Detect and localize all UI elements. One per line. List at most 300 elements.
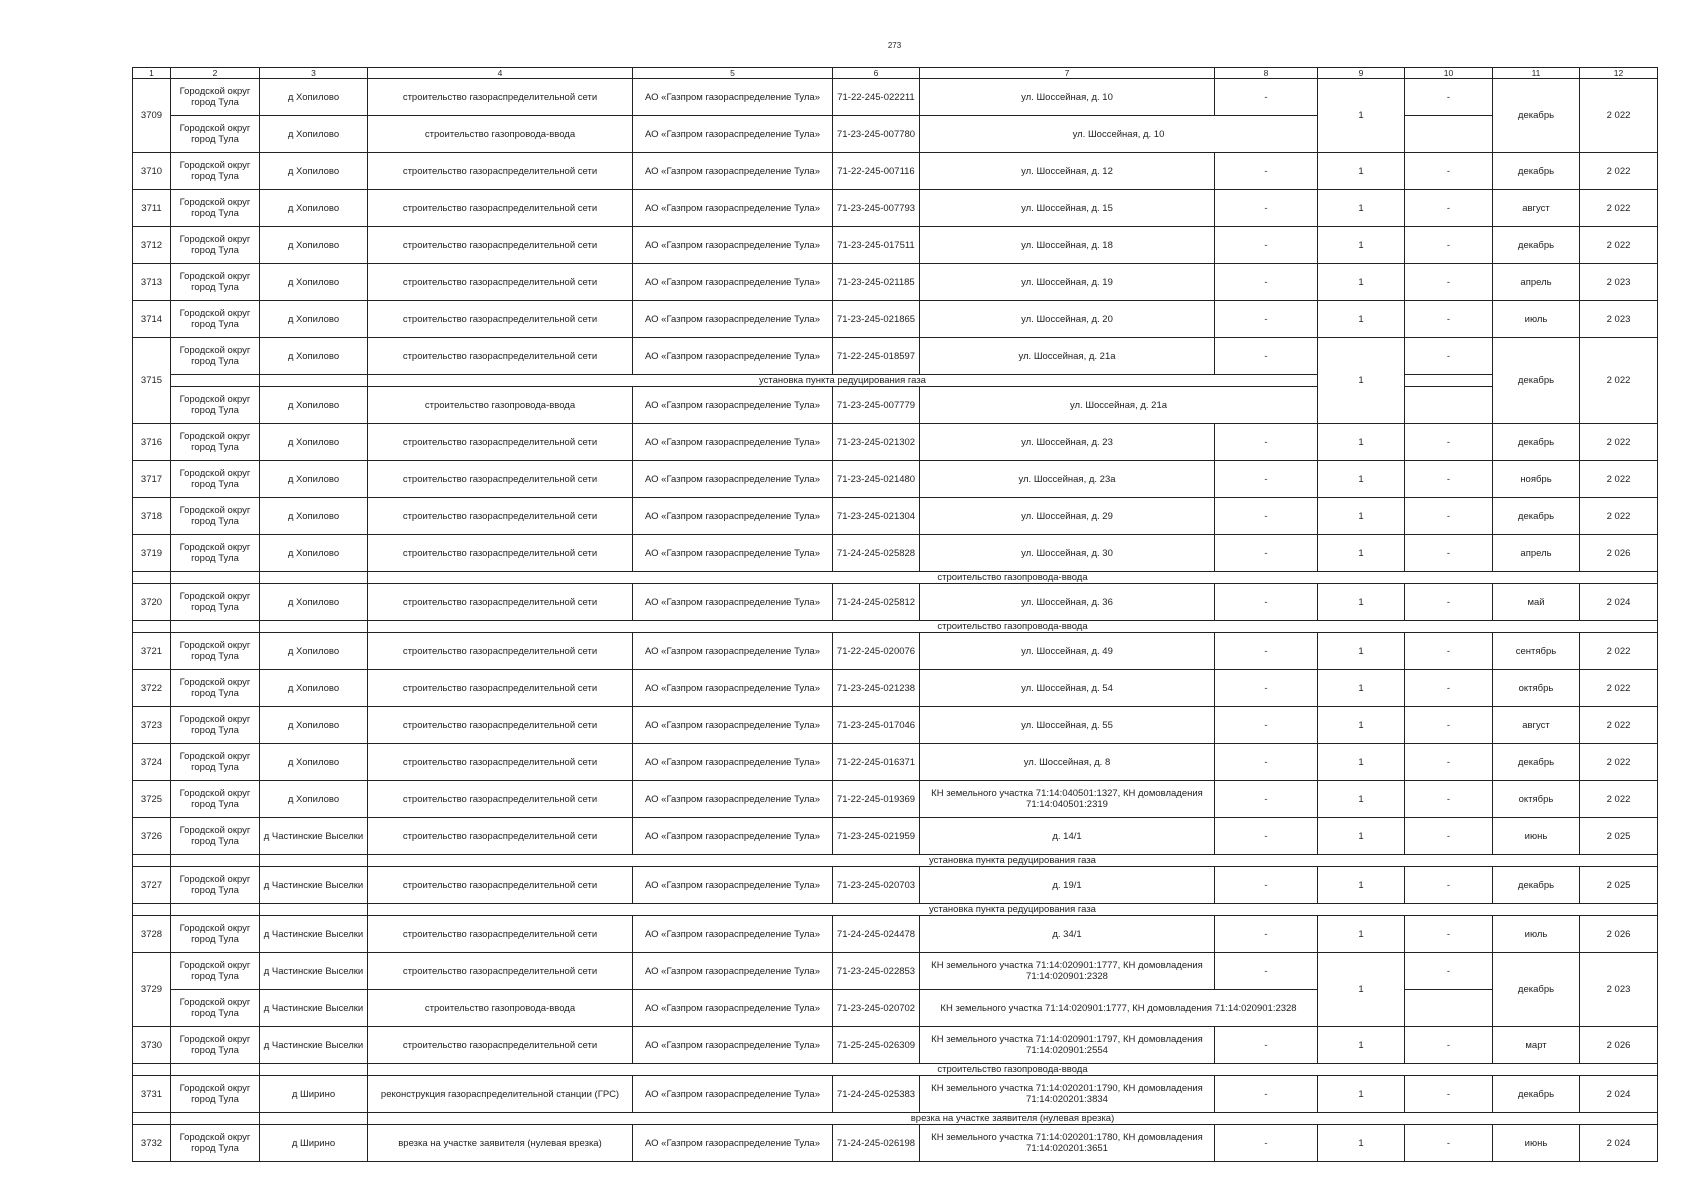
column-8-cell: - — [1215, 818, 1318, 855]
record-number-cell: 3731 — [133, 1076, 171, 1113]
settlement-cell: д Хопилово — [260, 707, 368, 744]
month-cell: май — [1493, 584, 1580, 621]
municipality-cell: Городской округ город Тула — [171, 707, 260, 744]
month-cell: октябрь — [1493, 670, 1580, 707]
empty-cell — [260, 1113, 368, 1125]
table-row — [133, 79, 1658, 116]
month-cell: сентябрь — [1493, 633, 1580, 670]
settlement-cell: д Хопилово — [260, 79, 368, 116]
work-type-cell: строительство газораспределительной сети — [368, 781, 633, 818]
year-cell: 2 022 — [1580, 461, 1658, 498]
empty-cell — [260, 375, 368, 387]
address-cell: ул. Шоссейная, д. 10 — [920, 79, 1215, 116]
municipality-cell: Городской округ город Тула — [171, 190, 260, 227]
column-10-cell: - — [1405, 461, 1493, 498]
request-code-cell: 71-25-245-026309 — [833, 1027, 920, 1064]
record-number-cell: 3714 — [133, 301, 171, 338]
column-10-cell: - — [1405, 227, 1493, 264]
work-type-cell: строительство газораспределительной сети — [368, 1027, 633, 1064]
column-10-cell: - — [1405, 535, 1493, 572]
municipality-cell: Городской округ город Тула — [171, 818, 260, 855]
table-row — [133, 953, 1658, 990]
column-10-cell: - — [1405, 818, 1493, 855]
table-row — [133, 498, 1658, 535]
municipality-cell: Городской округ город Тула — [171, 227, 260, 264]
year-cell: 2 022 — [1580, 424, 1658, 461]
year-cell: 2 025 — [1580, 867, 1658, 904]
table-row — [133, 116, 1658, 153]
note-row — [133, 572, 1658, 584]
address-cell: ул. Шоссейная, д. 23 — [920, 424, 1215, 461]
municipality-cell: Городской округ город Тула — [171, 633, 260, 670]
column-8-cell: - — [1215, 781, 1318, 818]
column-10-cell: - — [1405, 867, 1493, 904]
month-cell: июль — [1493, 301, 1580, 338]
column-9-cell: 1 — [1318, 498, 1405, 535]
column-10-cell: - — [1405, 781, 1493, 818]
month-cell: декабрь — [1493, 153, 1580, 190]
table-row — [133, 301, 1658, 338]
settlement-cell: д Хопилово — [260, 461, 368, 498]
column-9-cell: 1 — [1318, 633, 1405, 670]
record-number-cell: 3717 — [133, 461, 171, 498]
table-row — [133, 535, 1658, 572]
note-row — [133, 855, 1658, 867]
settlement-cell: д Хопилово — [260, 584, 368, 621]
year-cell: 2 023 — [1580, 953, 1658, 1027]
work-type-cell: строительство газораспределительной сети — [368, 535, 633, 572]
column-10-cell: - — [1405, 498, 1493, 535]
address-cell: КН земельного участка 71:14:020901:1777, КН домовладения 71:14:020901:2328 — [920, 953, 1215, 990]
municipality-cell: Городской округ город Тула — [171, 116, 260, 153]
work-type-cell: строительство газораспределительной сети — [368, 227, 633, 264]
record-number-cell: 3729 — [133, 953, 171, 1027]
request-code-cell: 71-23-245-021302 — [833, 424, 920, 461]
column-9-cell: 1 — [1318, 953, 1405, 1027]
organization-cell: АО «Газпром газораспределение Тула» — [633, 153, 833, 190]
month-cell: апрель — [1493, 264, 1580, 301]
column-8-cell: - — [1215, 190, 1318, 227]
table-row — [133, 670, 1658, 707]
month-cell: ноябрь — [1493, 461, 1580, 498]
work-type-cell: реконструкция газораспределительной станции (ГРС) — [368, 1076, 633, 1113]
request-code-cell: 71-23-245-020702 — [833, 990, 920, 1027]
address-cell: д. 34/1 — [920, 916, 1215, 953]
municipality-cell: Городской округ город Тула — [171, 461, 260, 498]
empty-cell — [171, 904, 260, 916]
municipality-cell: Городской округ город Тула — [171, 744, 260, 781]
organization-cell: АО «Газпром газораспределение Тула» — [633, 584, 833, 621]
record-number-cell: 3711 — [133, 190, 171, 227]
year-cell: 2 022 — [1580, 781, 1658, 818]
work-type-cell: строительство газораспределительной сети — [368, 867, 633, 904]
empty-cell — [1405, 375, 1493, 387]
organization-cell: АО «Газпром газораспределение Тула» — [633, 781, 833, 818]
column-number-header: 7 — [920, 68, 1215, 79]
column-9-cell: 1 — [1318, 535, 1405, 572]
table-header — [133, 68, 1658, 79]
column-number-header: 10 — [1405, 68, 1493, 79]
note-cell: строительство газопровода-ввода — [368, 572, 1658, 584]
empty-cell — [171, 572, 260, 584]
organization-cell: АО «Газпром газораспределение Тула» — [633, 535, 833, 572]
column-9-cell: 1 — [1318, 461, 1405, 498]
organization-cell: АО «Газпром газораспределение Тула» — [633, 916, 833, 953]
municipality-cell: Городской округ город Тула — [171, 387, 260, 424]
column-10-cell: - — [1405, 1125, 1493, 1162]
work-type-cell: строительство газораспределительной сети — [368, 461, 633, 498]
column-8-cell: - — [1215, 264, 1318, 301]
table-row — [133, 633, 1658, 670]
request-code-cell: 71-22-245-016371 — [833, 744, 920, 781]
column-8-cell: - — [1215, 301, 1318, 338]
settlement-cell: д Хопилово — [260, 338, 368, 375]
organization-cell: АО «Газпром газораспределение Тула» — [633, 818, 833, 855]
municipality-cell: Городской округ город Тула — [171, 990, 260, 1027]
column-8-cell: - — [1215, 1125, 1318, 1162]
request-code-cell: 71-22-245-020076 — [833, 633, 920, 670]
request-code-cell: 71-24-245-025383 — [833, 1076, 920, 1113]
organization-cell: АО «Газпром газораспределение Тула» — [633, 1125, 833, 1162]
column-9-cell: 1 — [1318, 1027, 1405, 1064]
column-9-cell: 1 — [1318, 424, 1405, 461]
settlement-cell: д Хопилово — [260, 744, 368, 781]
request-code-cell: 71-23-245-007793 — [833, 190, 920, 227]
empty-cell — [171, 1064, 260, 1076]
column-10-cell: - — [1405, 338, 1493, 375]
record-number-cell: 3710 — [133, 153, 171, 190]
request-code-cell: 71-23-245-021865 — [833, 301, 920, 338]
column-8-cell: - — [1215, 584, 1318, 621]
column-8-cell: - — [1215, 498, 1318, 535]
column-8-cell: - — [1215, 916, 1318, 953]
month-cell: декабрь — [1493, 498, 1580, 535]
record-number-cell: 3716 — [133, 424, 171, 461]
column-9-cell: 1 — [1318, 916, 1405, 953]
organization-cell: АО «Газпром газораспределение Тула» — [633, 633, 833, 670]
address-cell: КН земельного участка 71:14:020201:1780, КН домовладения 71:14:020201:3651 — [920, 1125, 1215, 1162]
month-cell: декабрь — [1493, 424, 1580, 461]
empty-cell — [171, 855, 260, 867]
settlement-cell: д Хопилово — [260, 424, 368, 461]
work-type-cell: строительство газораспределительной сети — [368, 916, 633, 953]
request-code-cell: 71-22-245-019369 — [833, 781, 920, 818]
settlement-cell: д Хопилово — [260, 227, 368, 264]
municipality-cell: Городской округ город Тула — [171, 670, 260, 707]
year-cell: 2 022 — [1580, 227, 1658, 264]
column-8-cell: - — [1215, 227, 1318, 264]
request-code-cell: 71-24-245-025812 — [833, 584, 920, 621]
column-9-cell: 1 — [1318, 79, 1405, 153]
note-row — [133, 1064, 1658, 1076]
column-10-cell: - — [1405, 1027, 1493, 1064]
request-code-cell: 71-23-245-007779 — [833, 387, 920, 424]
empty-cell — [260, 855, 368, 867]
settlement-cell: д Хопилово — [260, 670, 368, 707]
work-type-cell: строительство газораспределительной сети — [368, 424, 633, 461]
register-table-body — [133, 79, 1658, 1162]
settlement-cell: д Ширино — [260, 1076, 368, 1113]
year-cell: 2 024 — [1580, 1125, 1658, 1162]
note-cell: врезка на участке заявителя (нулевая врезка) — [368, 1113, 1658, 1125]
address-cell: ул. Шоссейная, д. 23а — [920, 461, 1215, 498]
record-number-cell: 3713 — [133, 264, 171, 301]
work-type-cell: строительство газораспределительной сети — [368, 190, 633, 227]
table-row — [133, 387, 1658, 424]
record-number-cell: 3715 — [133, 338, 171, 424]
column-9-cell: 1 — [1318, 707, 1405, 744]
column-9-cell: 1 — [1318, 190, 1405, 227]
address-cell: ул. Шоссейная, д. 21а — [920, 338, 1215, 375]
month-cell: апрель — [1493, 535, 1580, 572]
year-cell: 2 022 — [1580, 498, 1658, 535]
organization-cell: АО «Газпром газораспределение Тула» — [633, 116, 833, 153]
year-cell: 2 026 — [1580, 916, 1658, 953]
empty-cell — [171, 1113, 260, 1125]
column-number-header: 2 — [171, 68, 260, 79]
inline-note-row — [133, 375, 1658, 387]
request-code-cell: 71-24-245-026198 — [833, 1125, 920, 1162]
column-9-cell: 1 — [1318, 670, 1405, 707]
column-number-header: 5 — [633, 68, 833, 79]
column-8-cell: - — [1215, 461, 1318, 498]
month-cell: март — [1493, 1027, 1580, 1064]
organization-cell: АО «Газпром газораспределение Тула» — [633, 990, 833, 1027]
table-row — [133, 707, 1658, 744]
note-cell: установка пункта редуцирования газа — [368, 855, 1658, 867]
address-cell: КН земельного участка 71:14:020901:1777, КН домовладения 71:14:020901:2328 — [920, 990, 1318, 1027]
address-cell: КН земельного участка 71:14:020901:1797, КН домовладения 71:14:020901:2554 — [920, 1027, 1215, 1064]
work-type-cell: строительство газораспределительной сети — [368, 670, 633, 707]
table-row — [133, 867, 1658, 904]
request-code-cell: 71-23-245-021304 — [833, 498, 920, 535]
address-cell: ул. Шоссейная, д. 19 — [920, 264, 1215, 301]
record-number-cell: 3725 — [133, 781, 171, 818]
record-number-cell: 3732 — [133, 1125, 171, 1162]
request-code-cell: 71-23-245-021185 — [833, 264, 920, 301]
table-row — [133, 781, 1658, 818]
column-10-cell: - — [1405, 953, 1493, 990]
organization-cell: АО «Газпром газораспределение Тула» — [633, 1076, 833, 1113]
year-cell: 2 026 — [1580, 535, 1658, 572]
year-cell: 2 022 — [1580, 633, 1658, 670]
request-code-cell: 71-24-245-024478 — [833, 916, 920, 953]
month-cell: август — [1493, 190, 1580, 227]
record-number-cell: 3719 — [133, 535, 171, 572]
settlement-cell: д Частинские Выселки — [260, 1027, 368, 1064]
column-9-cell: 1 — [1318, 781, 1405, 818]
column-8-cell: - — [1215, 744, 1318, 781]
column-10-cell: - — [1405, 1076, 1493, 1113]
year-cell: 2 022 — [1580, 338, 1658, 424]
municipality-cell: Городской округ город Тула — [171, 953, 260, 990]
organization-cell: АО «Газпром газораспределение Тула» — [633, 227, 833, 264]
settlement-cell: д Хопилово — [260, 190, 368, 227]
column-10-cell: - — [1405, 424, 1493, 461]
municipality-cell: Городской округ город Тула — [171, 301, 260, 338]
municipality-cell: Городской округ город Тула — [171, 79, 260, 116]
address-cell: КН земельного участка 71:14:020201:1790, КН домовладения 71:14:020201:3834 — [920, 1076, 1215, 1113]
table-row — [133, 584, 1658, 621]
table-row — [133, 990, 1658, 1027]
column-8-cell: - — [1215, 633, 1318, 670]
column-number-header: 12 — [1580, 68, 1658, 79]
record-number-cell: 3727 — [133, 867, 171, 904]
address-cell: ул. Шоссейная, д. 36 — [920, 584, 1215, 621]
request-code-cell: 71-22-245-007116 — [833, 153, 920, 190]
column-10-cell: - — [1405, 190, 1493, 227]
record-number-cell: 3709 — [133, 79, 171, 153]
record-number-cell: 3712 — [133, 227, 171, 264]
column-number-header: 11 — [1493, 68, 1580, 79]
year-cell: 2 022 — [1580, 744, 1658, 781]
work-type-cell: строительство газораспределительной сети — [368, 264, 633, 301]
request-code-cell: 71-22-245-022211 — [833, 79, 920, 116]
request-code-cell: 71-23-245-020703 — [833, 867, 920, 904]
note-cell: установка пункта редуцирования газа — [368, 904, 1658, 916]
column-9-cell: 1 — [1318, 301, 1405, 338]
municipality-cell: Городской округ город Тула — [171, 264, 260, 301]
municipality-cell: Городской округ город Тула — [171, 1125, 260, 1162]
year-cell: 2 023 — [1580, 301, 1658, 338]
request-code-cell: 71-23-245-021480 — [833, 461, 920, 498]
month-cell: декабрь — [1493, 1076, 1580, 1113]
municipality-cell: Городской округ город Тула — [171, 1027, 260, 1064]
work-type-cell: строительство газораспределительной сети — [368, 498, 633, 535]
column-9-cell: 1 — [1318, 227, 1405, 264]
record-number-cell: 3720 — [133, 584, 171, 621]
settlement-cell: д Хопилово — [260, 301, 368, 338]
work-type-cell: строительство газораспределительной сети — [368, 338, 633, 375]
settlement-cell: д Ширино — [260, 1125, 368, 1162]
table-row — [133, 1076, 1658, 1113]
municipality-cell: Городской округ город Тула — [171, 153, 260, 190]
column-8-cell: - — [1215, 535, 1318, 572]
work-type-cell: строительство газораспределительной сети — [368, 584, 633, 621]
column-8-cell: - — [1215, 670, 1318, 707]
organization-cell: АО «Газпром газораспределение Тула» — [633, 670, 833, 707]
record-number-cell: 3726 — [133, 818, 171, 855]
year-cell: 2 022 — [1580, 190, 1658, 227]
record-number-cell: 3722 — [133, 670, 171, 707]
month-cell: июнь — [1493, 1125, 1580, 1162]
municipality-cell: Городской округ город Тула — [171, 867, 260, 904]
request-code-cell: 71-23-245-021959 — [833, 818, 920, 855]
column-9-cell: 1 — [1318, 584, 1405, 621]
empty-cell — [133, 572, 171, 584]
year-cell: 2 024 — [1580, 584, 1658, 621]
settlement-cell: д Хопилово — [260, 264, 368, 301]
column-number-header: 6 — [833, 68, 920, 79]
month-cell: декабрь — [1493, 338, 1580, 424]
address-cell: д. 19/1 — [920, 867, 1215, 904]
table-row — [133, 1027, 1658, 1064]
settlement-cell: д Хопилово — [260, 535, 368, 572]
note-row — [133, 621, 1658, 633]
month-cell: декабрь — [1493, 867, 1580, 904]
record-number-cell: 3724 — [133, 744, 171, 781]
organization-cell: АО «Газпром газораспределение Тула» — [633, 707, 833, 744]
work-type-cell: врезка на участке заявителя (нулевая врезка) — [368, 1125, 633, 1162]
address-cell: ул. Шоссейная, д. 18 — [920, 227, 1215, 264]
organization-cell: АО «Газпром газораспределение Тула» — [633, 190, 833, 227]
municipality-cell: Городской округ город Тула — [171, 584, 260, 621]
organization-cell: АО «Газпром газораспределение Тула» — [633, 953, 833, 990]
column-9-cell: 1 — [1318, 264, 1405, 301]
request-code-cell: 71-23-245-017511 — [833, 227, 920, 264]
settlement-cell: д Хопилово — [260, 498, 368, 535]
column-10-cell: - — [1405, 264, 1493, 301]
page-number: 273 — [887, 41, 902, 50]
column-10-cell: - — [1405, 79, 1493, 116]
month-cell: декабрь — [1493, 744, 1580, 781]
work-type-cell: строительство газопровода-ввода — [368, 990, 633, 1027]
municipality-cell: Городской округ город Тула — [171, 916, 260, 953]
month-cell: декабрь — [1493, 79, 1580, 153]
organization-cell: АО «Газпром газораспределение Тула» — [633, 744, 833, 781]
municipality-cell: Городской округ город Тула — [171, 1076, 260, 1113]
settlement-cell: д Хопилово — [260, 116, 368, 153]
settlement-cell: д Частинские Выселки — [260, 867, 368, 904]
empty-cell — [260, 1064, 368, 1076]
column-number-header: 8 — [1215, 68, 1318, 79]
organization-cell: АО «Газпром газораспределение Тула» — [633, 338, 833, 375]
column-10-cell: - — [1405, 633, 1493, 670]
work-type-cell: строительство газораспределительной сети — [368, 633, 633, 670]
column-9-cell: 1 — [1318, 1076, 1405, 1113]
municipality-cell: Городской округ город Тула — [171, 781, 260, 818]
month-cell: октябрь — [1493, 781, 1580, 818]
column-number-header: 1 — [133, 68, 171, 79]
request-code-cell: 71-23-245-007780 — [833, 116, 920, 153]
year-cell: 2 022 — [1580, 153, 1658, 190]
year-cell: 2 025 — [1580, 818, 1658, 855]
year-cell: 2 023 — [1580, 264, 1658, 301]
settlement-cell: д Частинские Выселки — [260, 818, 368, 855]
column-9-cell: 1 — [1318, 818, 1405, 855]
column-number-header: 3 — [260, 68, 368, 79]
empty-cell — [260, 904, 368, 916]
column-10-cell: - — [1405, 916, 1493, 953]
work-type-cell: строительство газораспределительной сети — [368, 707, 633, 744]
column-8-cell: - — [1215, 867, 1318, 904]
settlement-cell: д Частинские Выселки — [260, 953, 368, 990]
address-cell: ул. Шоссейная, д. 30 — [920, 535, 1215, 572]
table-row — [133, 744, 1658, 781]
organization-cell: АО «Газпром газораспределение Тула» — [633, 1027, 833, 1064]
address-cell: ул. Шоссейная, д. 12 — [920, 153, 1215, 190]
work-type-cell: строительство газопровода-ввода — [368, 387, 633, 424]
column-9-cell: 1 — [1318, 153, 1405, 190]
register-table — [132, 67, 1658, 1162]
empty-cell — [133, 1064, 171, 1076]
year-cell: 2 022 — [1580, 707, 1658, 744]
table-row — [133, 1125, 1658, 1162]
table-row — [133, 264, 1658, 301]
column-8-cell: - — [1215, 953, 1318, 990]
record-number-cell: 3728 — [133, 916, 171, 953]
column-8-cell: - — [1215, 1027, 1318, 1064]
month-cell: август — [1493, 707, 1580, 744]
column-9-cell: 1 — [1318, 867, 1405, 904]
address-cell: ул. Шоссейная, д. 54 — [920, 670, 1215, 707]
empty-cell — [260, 621, 368, 633]
request-code-cell: 71-23-245-021238 — [833, 670, 920, 707]
address-cell: ул. Шоссейная, д. 20 — [920, 301, 1215, 338]
settlement-cell: д Хопилово — [260, 153, 368, 190]
request-code-cell: 71-23-245-022853 — [833, 953, 920, 990]
work-type-cell: строительство газораспределительной сети — [368, 301, 633, 338]
